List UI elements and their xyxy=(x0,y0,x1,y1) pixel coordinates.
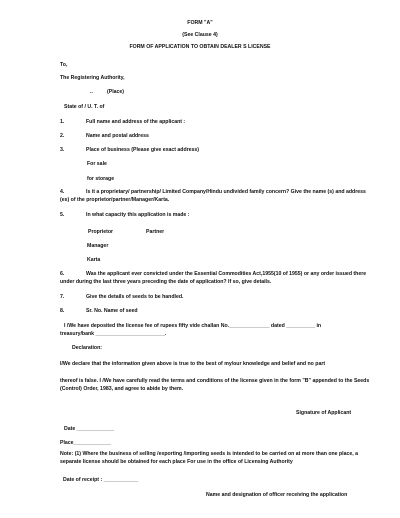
place-dots: .. xyxy=(90,89,93,95)
registering-authority: The Registering Authority, xyxy=(60,75,125,81)
signature-of-applicant: Signature of Applicant xyxy=(296,410,352,416)
option-karta: Karta xyxy=(87,257,101,263)
note: Note: (1) Where the business of selling /exporting /importing seeds is intended to be carried on at more than one place, a separate license should be obtained for each place For use in the office of Licensing Authority xyxy=(60,451,359,465)
for-sale: For sale xyxy=(87,161,107,167)
officer-signature-label: Name and designation of officer receiving the application xyxy=(206,492,348,498)
item-4-text: Is it a proprietary/ partnership/ Limited Company/Hindu undivided family concern? Give the name (s) and address (es) of the proprietor/partner/Manager/Karta. xyxy=(60,189,366,203)
declaration-line-2: thereof is false. I /We have carefully read the terms and conditions of the license given in the form "B" appended to the Seeds (Control) Order, 1983, and agree to abide by them. xyxy=(60,378,370,392)
for-storage: for storage xyxy=(87,176,115,182)
item-text: Place of business (Please give exact address) xyxy=(86,147,200,153)
item-number: 8. xyxy=(60,308,65,314)
item-6-text: Was the applicant ever convicted under the Essential Commodities Act,1955(10 of 1955) or any order issued there under during the last three years preceding the date of application? If so, give details. xyxy=(60,271,367,285)
item-8 xyxy=(60,308,138,314)
item-text: Sr. No. Name of seed xyxy=(86,308,138,314)
item-text: In what capacity this application is made : xyxy=(86,212,190,218)
date-of-receipt: Date of receipt : ____________ xyxy=(63,477,139,483)
declaration-heading: Declaration: xyxy=(72,345,102,351)
item-7 xyxy=(60,294,183,300)
item-4-number: 4. xyxy=(60,189,65,195)
item-3 xyxy=(60,147,199,153)
item-6-number: 6. xyxy=(60,271,65,277)
clause-reference: (See Clause 4) xyxy=(182,32,218,38)
item-text: Full name and address of the applicant : xyxy=(86,119,186,125)
item-2 xyxy=(60,133,149,139)
item-number: 2. xyxy=(60,133,65,139)
item-text: Give the details of seeds to be handled. xyxy=(86,294,184,300)
declaration-line-1: I/We declare that the information given above is true to the best of my/our knowledge and belief and no part xyxy=(60,361,326,367)
option-proprietor: Proprietor xyxy=(88,229,114,235)
item-number: 3. xyxy=(60,147,65,153)
item-1 xyxy=(60,119,185,125)
place-label: (Place) xyxy=(107,89,125,95)
fee-line-1: I /We have deposited the license fee of rupees fifty vide challan No.______________ dated __________ in xyxy=(64,323,322,329)
state-line: State of / U. T. of xyxy=(64,104,105,110)
to-line: To, xyxy=(60,62,68,68)
place-field: Place_____________ xyxy=(60,440,112,446)
item-number: 5. xyxy=(60,212,65,218)
option-partner: Partner xyxy=(146,229,165,235)
item-text: Name and postal address xyxy=(86,133,149,139)
item-5 xyxy=(60,212,190,218)
form-title: FORM "A" xyxy=(187,20,213,26)
option-manager: Manager xyxy=(87,243,109,249)
form-subject: FORM OF APPLICATION TO OBTAIN DEALER S LICENSE xyxy=(129,44,271,50)
item-number: 7. xyxy=(60,294,65,300)
date-field: Date _____________ xyxy=(64,426,115,432)
item-number: 1. xyxy=(60,119,65,125)
fee-line-2: treasury/bank ________________________. xyxy=(60,331,167,337)
